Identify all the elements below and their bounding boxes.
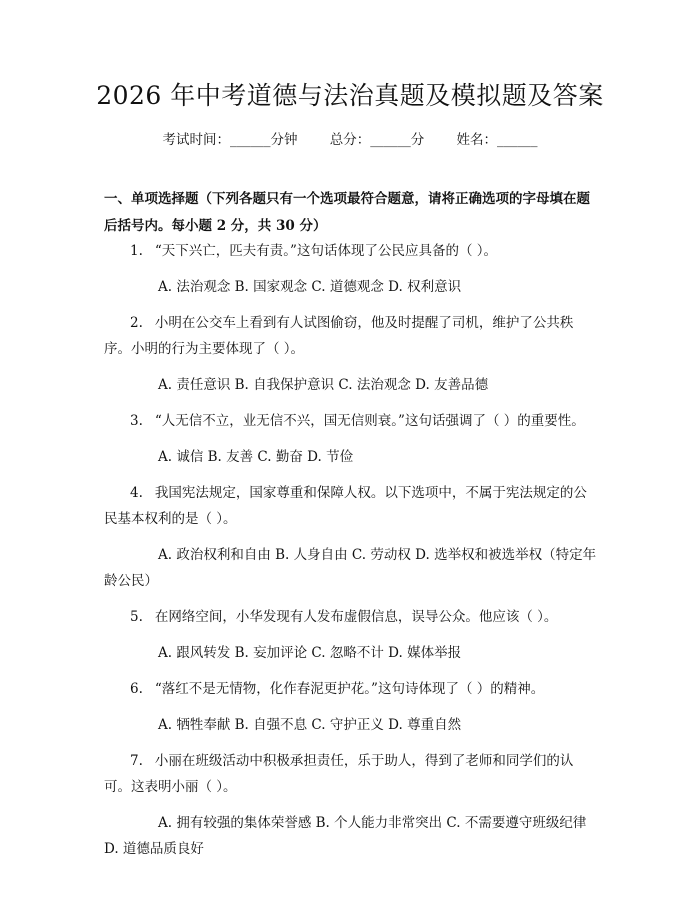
answer-options: A. 诚信 B. 友善 C. 勤奋 D. 节俭 (158, 449, 354, 465)
question (104, 604, 598, 630)
question-text: “落红不是无情物，化作春泥更护花。”这句诗体现了（ ）的精神。 (154, 681, 545, 697)
question-list (104, 238, 598, 872)
answer-options: A. 牺牲奉献 B. 自强不息 C. 守护正义 D. 尊重自然 (158, 717, 462, 733)
section-heading: 一、单项选择题（下列各题只有一个选项最符合题意，请将正确选项的字母填在题后括号内。每小题 2 分，共 30 分） (104, 191, 590, 234)
question-number: 4. (130, 485, 143, 501)
question-text: 我国宪法规定，国家尊重和保障人权。以下选项中，不属于宪法规定的公民基本权利的是（ ）。 (104, 485, 587, 527)
question (104, 408, 598, 434)
question-number: 3. (130, 413, 143, 429)
question (104, 310, 598, 362)
total-score-field (330, 132, 425, 148)
exam-time-blank: ______ (229, 132, 271, 148)
exam-time-unit: 分钟 (270, 132, 298, 148)
question-text: “天下兴亡，匹夫有责。”这句话体现了公民应具备的（ ）。 (154, 243, 497, 259)
question-number: 6. (130, 681, 143, 697)
exam-time-label: 考试时间： (162, 132, 230, 148)
question-number: 5. (130, 609, 143, 625)
total-score-blank: ______ (370, 132, 411, 148)
question-text: “人无信不立，业无信不兴，国无信则衰。”这句话强调了（ ）的重要性。 (154, 413, 585, 429)
question-text: 小明在公交车上看到有人试图偷窃，他及时提醒了司机，维护了公共秩序。小明的行为主要体现了（ ）。 (104, 315, 574, 357)
question (104, 480, 598, 532)
question-text: 在网络空间，小华发现有人发布虚假信息，误导公众。他应该（ ）。 (154, 609, 558, 625)
question (104, 238, 598, 264)
name-blank: ______ (497, 132, 538, 148)
answer-options: A. 跟风转发 B. 妄加评论 C. 忽略不计 D. 媒体举报 (158, 645, 462, 661)
question-text: 小丽在班级活动中积极承担责任，乐于助人，得到了老师和同学们的认可。这表明小丽（ ）。 (104, 753, 574, 795)
exam-time-field (162, 132, 297, 148)
total-score-label: 总分： (329, 132, 371, 148)
question-number: 1. (130, 243, 143, 259)
answer-options: A. 法治观念 B. 国家观念 C. 道德观念 D. 权利意识 (158, 279, 462, 295)
question-number: 7. (130, 753, 143, 769)
question-number: 2. (130, 315, 143, 331)
answer-options: A. 拥有较强的集体荣誉感 B. 个人能力非常突出 C. 不需要遵守班级纪律 D. 道德品质良好 (104, 815, 587, 857)
answer-options: A. 政治权利和自由 B. 人身自由 C. 劳动权 D. 选举权和被选举权（特定年龄公民） (104, 547, 597, 589)
total-score-unit: 分 (410, 132, 425, 148)
question (104, 748, 598, 800)
name-label: 姓名： (456, 132, 498, 148)
exam-info-line (0, 128, 700, 152)
exam-title: 2026 年中考道德与法治真题及模拟题及答案 (96, 81, 604, 110)
question (104, 676, 598, 702)
answer-options: A. 责任意识 B. 自我保护意识 C. 法治观念 D. 友善品德 (158, 377, 489, 393)
name-field (457, 132, 538, 148)
